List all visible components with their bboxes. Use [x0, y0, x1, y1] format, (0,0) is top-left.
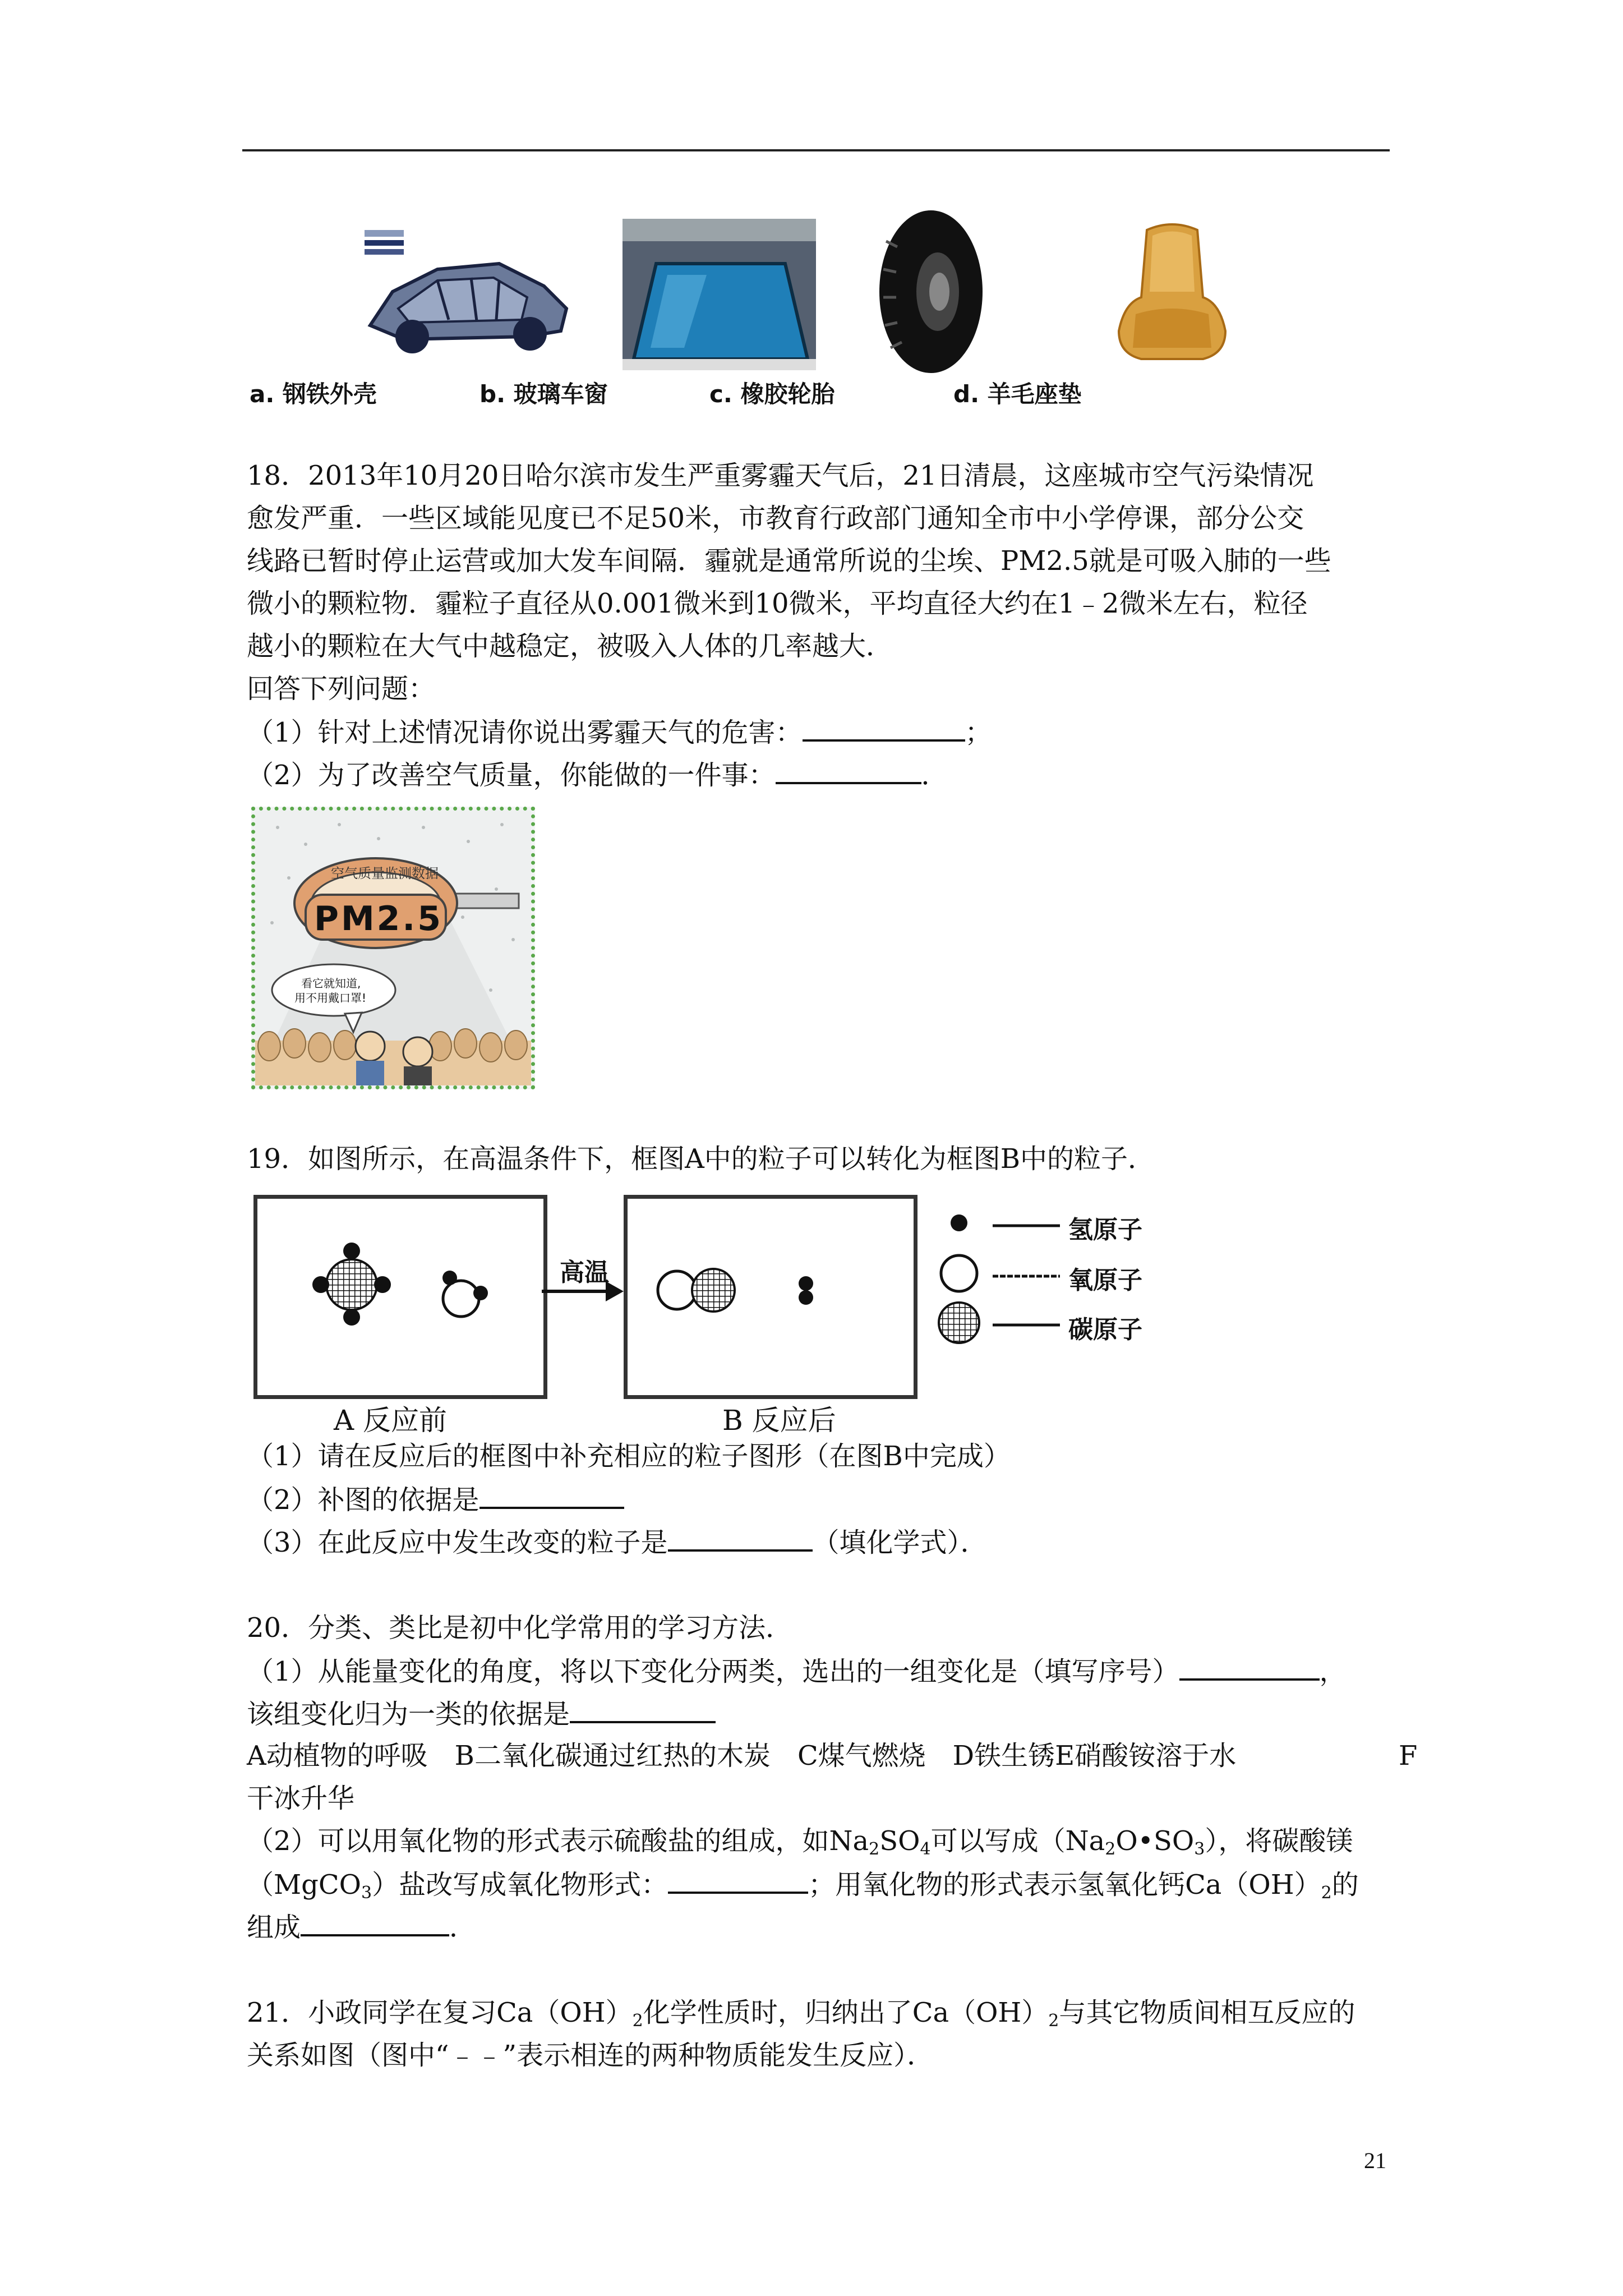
box-a-label: A 反应前: [334, 1404, 448, 1437]
q19-sub2: [247, 1482, 624, 1517]
q20-mgco3-answer-blank[interactable]: [668, 1867, 808, 1894]
q20-sub1: [247, 1654, 1347, 1688]
q20-sub2: [247, 1824, 1353, 1858]
h2-hydrogen-atom: [799, 1276, 813, 1291]
q20-sub1-basis: [247, 1696, 716, 1731]
rubber-tire-image: [875, 208, 987, 376]
q21-sub-2: 2: [1048, 2011, 1059, 2031]
q18-line-3: 线路已暂时停止运营或加大发车间隔．霾就是通常所说的尘埃、PM2.5就是可吸入肺的一些: [247, 545, 1331, 577]
q19-diagram: [247, 1189, 1245, 1447]
car-window-image: [623, 219, 816, 370]
q20-sub2-text-4: O•SO: [1115, 1825, 1195, 1857]
q20-sub1-comma: ，: [1319, 1656, 1347, 1687]
q20-mg-sub-1: 3: [361, 1883, 372, 1903]
q20-sub1-text: （1）从能量变化的角度，将以下变化分两类，选出的一组变化是（填写序号）: [247, 1656, 1179, 1687]
legend-hydrogen-symbol: [951, 1214, 967, 1231]
methane-hydrogen-atom: [343, 1309, 360, 1326]
q19-sub2-answer-blank[interactable]: [479, 1482, 624, 1509]
legend-oxygen-symbol: [941, 1255, 977, 1291]
q19-sub1: （1）请在反应后的框图中补充相应的粒子图形（在图B中完成）: [247, 1441, 1011, 1472]
co-oxygen-atom: [658, 1271, 696, 1309]
legend-hydrogen-label: 氢原子: [1068, 1216, 1142, 1244]
pm25-bubble-line1: 看它就知道,: [301, 977, 361, 990]
q21-line-1: [247, 1996, 1355, 2030]
water-hydrogen-atom: [473, 1286, 488, 1300]
figure-car-materials: [250, 208, 1256, 421]
legend-carbon-label: 碳原子: [1068, 1315, 1142, 1344]
q19-sub3: [247, 1525, 988, 1559]
q20-caoh2-answer-blank[interactable]: [301, 1910, 449, 1936]
q20-sub2-sub-3: 2: [1105, 1839, 1116, 1859]
car-frame-image: [359, 224, 578, 359]
methane-hydrogen-atom: [343, 1243, 360, 1259]
q18-line-2: 愈发严重．一些区域能见度已不足50米，市教育行政部门通知全市中小学停课，部分公交: [247, 503, 1304, 534]
q20-mg-text-4: 的: [1331, 1869, 1359, 1901]
q20-sub1-basis-blank[interactable]: [570, 1696, 716, 1723]
q20-mg-text-1: （MgCO: [247, 1869, 361, 1901]
figure-caption-b: b. 玻璃车窗: [479, 380, 608, 408]
h2-hydrogen-atom: [799, 1290, 813, 1305]
legend-oxygen-label: 氧原子: [1068, 1266, 1142, 1295]
q18-line-6: 回答下列问题：: [247, 673, 436, 705]
pm25-cartoon-art: [255, 811, 531, 1085]
legend-carbon-symbol: [939, 1303, 979, 1343]
q21-text-3: 与其它物质间相互反应的: [1059, 1997, 1355, 2028]
q20-option-f-letter: F: [1399, 1740, 1418, 1772]
q20-sub2-caoh2: [247, 1910, 476, 1944]
q20-options: A动植物的呼吸 B二氧化碳通过红热的木炭 C煤气燃烧 D铁生锈E硝酸铵溶于水: [247, 1740, 1237, 1772]
water-hydrogen-atom: [442, 1271, 457, 1285]
q19-sub3-text-b: （填化学式）．: [812, 1527, 988, 1558]
legend-symbols: [931, 1200, 1066, 1380]
q19-sub2-text: （2）补图的依据是: [247, 1484, 479, 1516]
figure-caption-c: c. 橡胶轮胎: [709, 380, 835, 408]
q18-line-5: 越小的颗粒在大气中越稳定，被吸入人体的几率越大．: [247, 631, 893, 662]
q20-sub2-mgco3: [247, 1867, 1359, 1902]
q18-line-4: 微小的颗粒物．霾粒子直径从0.001微米到10微米，平均直径大约在1﹣2微米左右，粒径: [247, 588, 1308, 619]
header-rule: [242, 149, 1390, 151]
arrow-label-high-temperature: 高温: [560, 1258, 609, 1287]
q19-sub3-answer-blank[interactable]: [668, 1525, 813, 1552]
q20-sub2-text-5: ），将碳酸镁: [1205, 1825, 1353, 1857]
q18-sub2-end: ．: [921, 760, 948, 791]
q21-sub-1: 2: [632, 2011, 643, 2031]
box-b-particles: [624, 1195, 915, 1397]
q18-sub1-text: （1）针对上述情况请你说出雾霾天气的危害：: [247, 717, 803, 748]
page-number: 21: [1364, 2148, 1386, 2173]
co-carbon-atom: [692, 1269, 735, 1312]
q20-end-text-2: ．: [449, 1912, 477, 1943]
box-a-particles: [253, 1195, 545, 1397]
q20-intro: 20．分类、类比是初中化学常用的学习方法．: [247, 1612, 793, 1644]
q19-intro: 19．如图所示，在高温条件下，框图A中的粒子可以转化为框图B中的粒子．: [247, 1143, 1155, 1175]
pm25-bubble-line2: 用不用戴口罩!: [294, 991, 367, 1005]
pm25-cartoon: [251, 807, 535, 1089]
q20-sub2-sub-1: 2: [869, 1839, 880, 1859]
figure-caption-d: d. 羊毛座垫: [953, 380, 1082, 408]
water-oxygen-atom: [443, 1281, 479, 1317]
box-b-label: B 反应后: [722, 1404, 836, 1437]
q19-sub3-text-a: （3）在此反应中发生改变的粒子是: [247, 1527, 668, 1558]
q20-sub2-sub-4: 3: [1194, 1839, 1205, 1859]
q20-option-f-text: 干冰升华: [247, 1783, 355, 1814]
q20-end-text-1: 组成: [247, 1912, 301, 1943]
q21-text-1: 21．小政同学在复习Ca（OH）: [247, 1997, 633, 2028]
q18-sub1: [247, 715, 992, 749]
pm25-ring-main-text: PM2.5: [314, 899, 443, 938]
q20-mg-text-3: ；用氧化物的形式表示氢氧化钙Ca（OH）: [808, 1869, 1321, 1901]
q18-sub1-answer-blank[interactable]: [803, 715, 965, 742]
q18-sub2: [247, 757, 948, 792]
q20-mg-text-2: ）盐改写成氧化物形式：: [372, 1869, 668, 1901]
q18-sub2-answer-blank[interactable]: [776, 757, 921, 784]
q20-sub1-answer-blank[interactable]: [1179, 1654, 1320, 1681]
q20-sub2-text-1: （2）可以用氧化物的形式表示硫酸盐的组成，如Na: [247, 1825, 869, 1857]
wool-seat-image: [1113, 219, 1231, 365]
q20-sub2-sub-2: 4: [920, 1839, 931, 1859]
q21-text-2: 化学性质时，归纳出了Ca（OH）: [643, 1997, 1049, 2028]
q18-sub2-text: （2）为了改善空气质量，你能做的一件事：: [247, 760, 776, 791]
q20-mg-sub-2: 2: [1321, 1883, 1332, 1903]
q18-sub1-end: ；: [965, 717, 992, 748]
q20-sub2-text-2: SO: [879, 1825, 920, 1857]
q18-line-1: 18．2013年10月20日哈尔滨市发生严重雾霾天气后，21日清晨，这座城市空气污染情况: [247, 460, 1314, 491]
methane-carbon-atom: [326, 1259, 377, 1310]
methane-hydrogen-atom: [374, 1276, 391, 1293]
figure-caption-a: a. 钢铁外壳: [250, 380, 377, 408]
methane-hydrogen-atom: [312, 1276, 329, 1293]
q21-line-2: 关系如图（图中“﹣﹣”表示相连的两种物质能发生反应）．: [247, 2040, 934, 2071]
q20-sub2-text-3: 可以写成（Na: [930, 1825, 1105, 1857]
pm25-ring-top-text: 空气质量监测数据: [331, 866, 439, 881]
q20-sub1-basis-text: 该组变化归为一类的依据是: [247, 1699, 570, 1730]
